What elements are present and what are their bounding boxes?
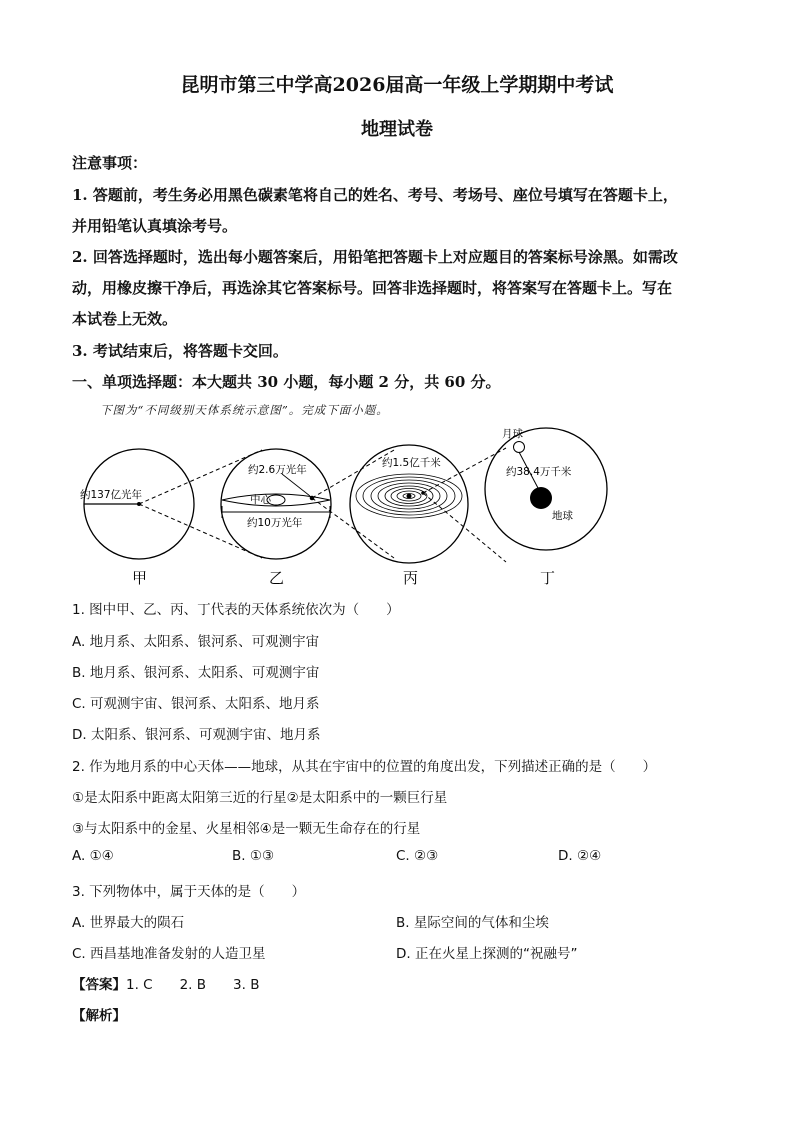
celestial-systems-figure <box>0 420 794 620</box>
note-1-line-1: 1. 答题前，考生务必用黑色碳素笔将自己的姓名、考号、考场号、座位号填写在答题卡上， <box>72 186 678 204</box>
name-jia: 甲 <box>132 569 148 587</box>
q2-statement-1: ①是太阳系中距离太阳第三近的行星②是太阳系中的一颗巨行星 <box>72 790 448 806</box>
exam-subtitle: 地理试卷 <box>361 119 433 140</box>
sun-dot-bing <box>407 494 412 499</box>
note-2-line-3: 本试卷上无效。 <box>72 310 178 328</box>
label-moon: 月球 <box>502 428 523 440</box>
q3-stem: 3. 下列物体中，属于天体的是（ ） <box>72 884 306 900</box>
q3-option-d: D. 正在火星上探测的“祝融号” <box>396 946 578 962</box>
note-3: 3. 考试结束后，将答题卡交回。 <box>72 342 288 360</box>
note-1-line-2: 并用铅笔认真填涂考号。 <box>72 217 238 235</box>
pointer-2-6 <box>282 474 310 496</box>
note-2-line-2: 动，用橡皮擦干净后，再选涂其它答案标号。回答非选择题时，将答案写在答题卡上。写在 <box>72 279 673 297</box>
exam-title: 昆明市第三中学高2026届高一年级上学期期中考试 <box>180 74 614 96</box>
q1-option-a: A. 地月系、太阳系、银河系、可观测宇宙 <box>72 634 320 650</box>
q2-option-a: A. ①④ <box>72 848 114 864</box>
q1-stem: 1. 图中甲、乙、丙、丁代表的天体系统依次为（ ） <box>72 602 400 618</box>
section-heading: 一、单项选择题：本大题共 30 小题，每小题 2 分，共 60 分。 <box>72 373 501 391</box>
label-earth: 地球 <box>552 510 573 522</box>
q2-option-d: D. ②④ <box>558 848 602 864</box>
figure-caption: 下图为“不同级别天体系统示意图”。完成下面小题。 <box>100 403 389 417</box>
note-2-line-1: 2. 回答选择题时，选出每小题答案后，用铅笔把答题卡上对应题目的答案标号涂黑。如需改 <box>72 248 678 266</box>
q3-option-b: B. 星际空间的气体和尘埃 <box>396 915 549 931</box>
answer-text: 1. C 2. B 3. B <box>126 977 260 993</box>
label-jia-distance: 约137亿光年 <box>80 489 143 501</box>
label-bing-distance: 约1.5亿千米 <box>382 457 441 469</box>
q2-stem: 2. 作为地月系的中心天体——地球，从其在宇宙中的位置的角度出发，下列描述正确的是（ ） <box>72 759 657 775</box>
answer-row <box>72 973 259 993</box>
q2-option-c: C. ②③ <box>396 848 439 864</box>
name-yi: 乙 <box>269 569 285 587</box>
label-yi-top: 约2.6万光年 <box>248 464 307 476</box>
label-ding-distance: 约38.4万千米 <box>506 466 572 478</box>
q3-option-a: A. 世界最大的陨石 <box>72 915 185 931</box>
galaxy-disk <box>222 494 330 506</box>
q3-option-c: C. 西昌基地准备发射的人造卫星 <box>72 946 266 962</box>
q1-option-c: C. 可观测宇宙、银河系、太阳系、地月系 <box>72 696 320 712</box>
name-ding: 丁 <box>540 569 556 587</box>
q1-option-d: D. 太阳系、银河系、可观测宇宙、地月系 <box>72 727 321 743</box>
label-yi-center: 中心 <box>250 494 271 506</box>
analysis-label: 【解析】 <box>72 1008 126 1024</box>
earth-icon <box>530 487 552 509</box>
label-yi-bottom: 约10万光年 <box>247 517 303 529</box>
q2-option-b: B. ①③ <box>232 848 275 864</box>
q1-option-b: B. 地月系、银河系、太阳系、可观测宇宙 <box>72 665 320 681</box>
q2-statement-2: ③与太阳系中的金星、火星相邻④是一颗无生命存在的行星 <box>72 821 421 837</box>
dash-bing-ding-bottom <box>423 493 506 562</box>
dash-bing-ding-top <box>423 448 506 493</box>
answer-label: 【答案】 <box>72 977 126 993</box>
moon-icon <box>514 442 525 453</box>
name-bing: 丙 <box>403 569 419 587</box>
notes-heading: 注意事项： <box>72 154 148 172</box>
